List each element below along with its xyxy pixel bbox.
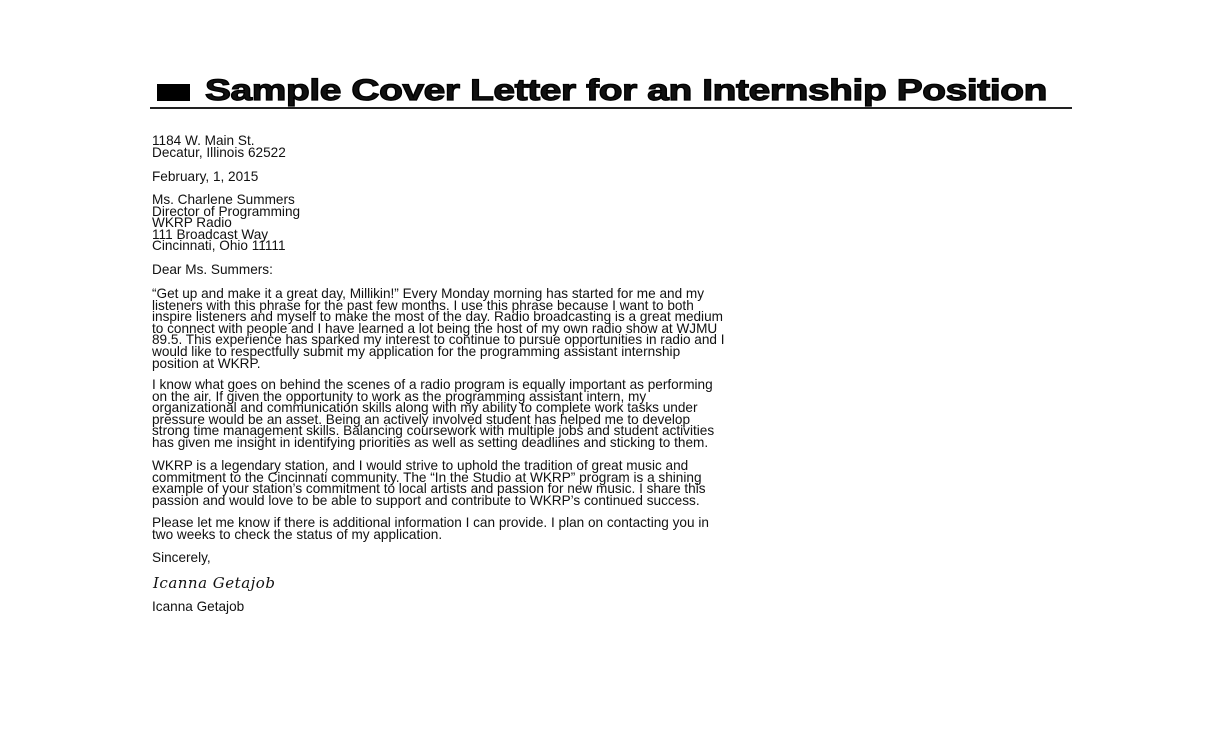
signature: Icanna Getajob	[153, 574, 276, 592]
paragraph-2	[152, 379, 714, 449]
paragraph-line: “Get up and make it a great day, Millikin!” Every Monday morning has started for me and my	[152, 286, 705, 301]
paragraph-line: WKRP is a legendary station, and I would strive to uphold the tradition of great music and	[152, 458, 689, 473]
paragraph-line: commitment to the Cincinnati community. The “In the Studio at WKRP” program is a shining	[152, 469, 702, 485]
paragraph-line: would like to respectfully submit my application for the programming assistant internship	[152, 343, 681, 359]
recipient-line: Cincinnati, Ohio 11111	[152, 238, 286, 254]
paragraph-line: passion and would love to be able to support and contribute to WKRP’s continued success.	[152, 492, 700, 508]
paragraph-line: to connect with people and I have learned a lot being the host of my own radio show at WJMU	[152, 320, 718, 336]
paragraph-line: I know what goes on behind the scenes of a radio program is equally important as performing	[152, 377, 713, 392]
paragraph-line: two weeks to check the status of my application.	[152, 526, 443, 542]
date-text: February, 1, 2015	[152, 169, 259, 184]
paragraph-line: has given me insight in identifying priorities as well as setting deadlines and sticking to them.	[152, 434, 709, 450]
paragraph-1	[152, 288, 725, 369]
closing-text: Sincerely,	[152, 550, 211, 565]
recipient-line: WKRP Radio	[152, 215, 232, 231]
recipient-line: Ms. Charlene Summers	[152, 192, 295, 207]
paragraph-line: position at WKRP.	[152, 355, 261, 371]
paragraph-line: example of your station’s commitment to local artists and passion for new music. I share this	[152, 481, 706, 497]
paragraph-line: pressure would be an asset. Being an actively involved student has helped me to develop	[152, 411, 691, 427]
paragraph-line: strong time management skills. Balancing coursework with multiple jobs and student activities	[152, 423, 715, 439]
title-divider	[150, 107, 1072, 109]
closing	[152, 552, 211, 564]
salutation-text: Dear Ms. Summers:	[152, 262, 273, 277]
paragraph-4	[152, 517, 709, 540]
paragraph-line: listeners with this phrase for the past few months. I use this phrase because I want to both	[152, 297, 694, 313]
address-line: Decatur, Illinois 62522	[152, 144, 286, 160]
recipient-line: 111 Broadcast Way	[152, 226, 269, 242]
title-bullet-square	[157, 84, 190, 101]
paragraph-line: Please let me know if there is additional information I can provide. I plan on contacting you in	[152, 515, 709, 530]
sender-address	[152, 135, 286, 158]
paragraph-line: on the air. If given the opportunity to work as the programming assistant intern, my	[152, 388, 647, 404]
sender-name	[152, 601, 244, 613]
paragraph-line: inspire listeners and myself to make the most of the day. Radio broadcasting is a great medium	[152, 309, 723, 325]
sender-name-text: Icanna Getajob	[152, 599, 245, 614]
salutation	[152, 264, 273, 276]
letter-date	[152, 171, 258, 183]
paragraph-line: organizational and communication skills along with my ability to complete work tasks under	[152, 400, 698, 416]
paragraph-line: 89.5. This experience has sparked my interest to continue to pursue opportunities in radio and I	[152, 332, 725, 348]
paragraph-3	[152, 460, 706, 506]
recipient-address	[152, 194, 300, 252]
recipient-line: Director of Programming	[152, 203, 301, 219]
address-line: 1184 W. Main St.	[152, 133, 255, 148]
page-title: Sample Cover Letter for an Internship Position	[205, 74, 1047, 107]
